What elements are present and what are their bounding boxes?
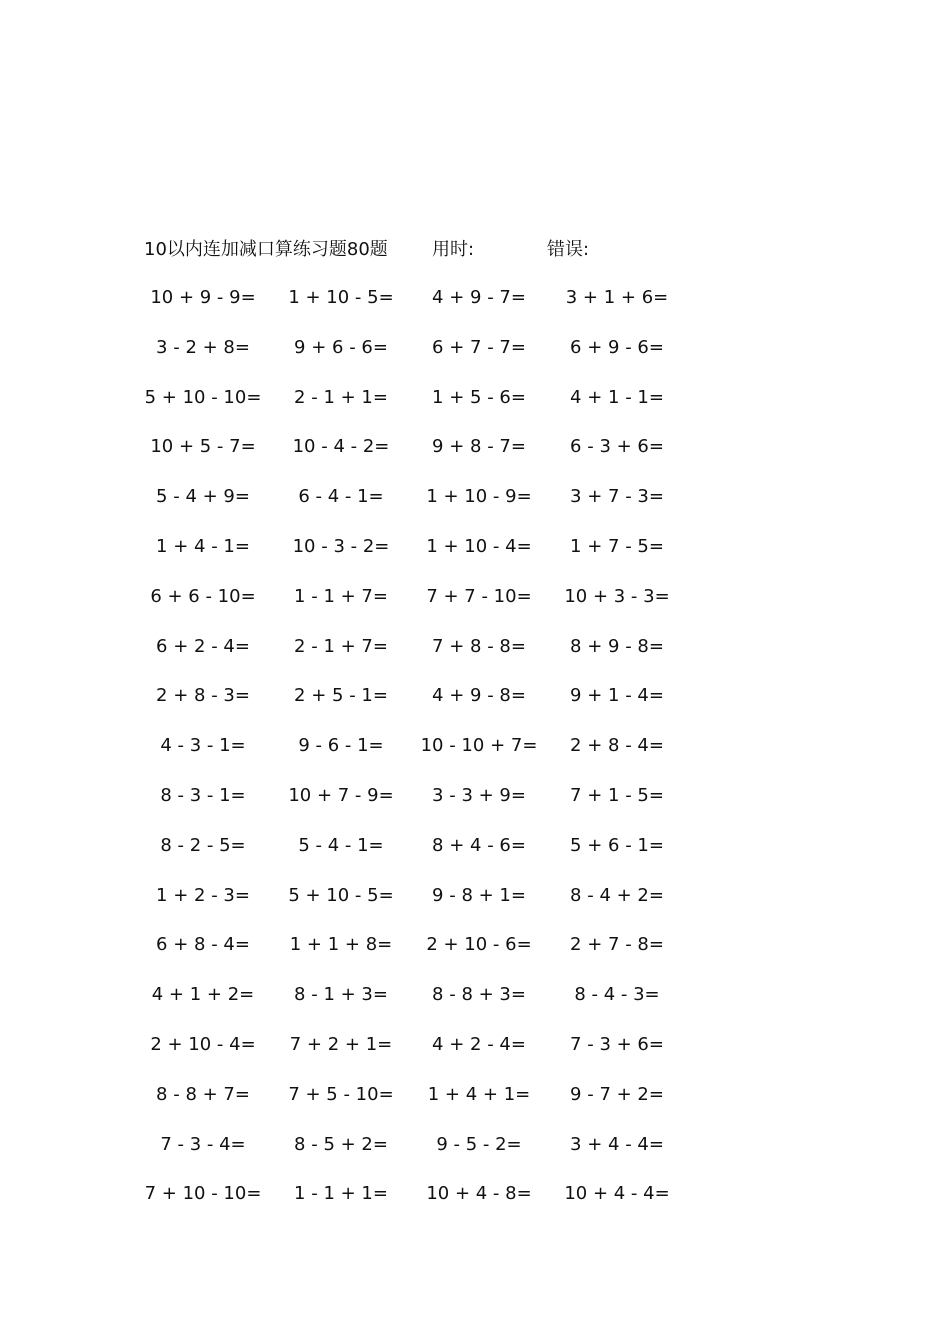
math-problem: 6 + 9 - 6= bbox=[570, 336, 664, 358]
math-problem: 6 + 7 - 7= bbox=[432, 336, 526, 358]
math-problem: 4 - 3 - 1= bbox=[160, 735, 246, 757]
math-problem: 9 + 8 - 7= bbox=[432, 436, 526, 458]
problem-row bbox=[0, 731, 950, 781]
math-problem: 9 - 5 - 2= bbox=[436, 1133, 522, 1155]
problem-row bbox=[0, 881, 950, 931]
math-problem: 1 + 10 - 9= bbox=[426, 486, 532, 508]
math-problem: 8 - 1 + 3= bbox=[294, 984, 388, 1006]
math-problem: 3 + 1 + 6= bbox=[565, 287, 669, 308]
problem-row bbox=[0, 1130, 950, 1180]
problem-row bbox=[0, 632, 950, 682]
math-problem: 2 + 7 - 8= bbox=[570, 934, 664, 956]
math-problem: 9 - 6 - 1= bbox=[298, 735, 384, 757]
math-problem: 4 + 9 - 7= bbox=[432, 287, 526, 308]
math-problem: 6 - 3 + 6= bbox=[570, 436, 664, 458]
math-problem: 1 + 2 - 3= bbox=[156, 884, 250, 906]
math-problem: 7 + 2 + 1= bbox=[289, 1033, 393, 1055]
math-problem: 10 + 7 - 9= bbox=[288, 784, 394, 806]
math-problem: 4 + 2 - 4= bbox=[432, 1033, 526, 1055]
math-problem: 3 + 4 - 4= bbox=[570, 1133, 664, 1155]
math-problem: 7 + 1 - 5= bbox=[570, 784, 664, 806]
math-problem: 10 - 4 - 2= bbox=[292, 436, 390, 458]
math-problem: 6 - 4 - 1= bbox=[298, 486, 384, 508]
math-problem: 4 + 1 - 1= bbox=[570, 386, 664, 408]
math-problem: 2 + 10 - 4= bbox=[150, 1033, 256, 1055]
math-problem: 9 + 6 - 6= bbox=[294, 336, 388, 358]
math-problem: 1 + 10 - 4= bbox=[426, 535, 532, 557]
math-problem: 8 - 5 + 2= bbox=[294, 1133, 388, 1155]
problem-row bbox=[0, 980, 950, 1030]
math-problem: 8 - 8 + 3= bbox=[432, 984, 526, 1006]
problem-row bbox=[0, 333, 950, 383]
problem-row bbox=[0, 1179, 950, 1229]
math-problem: 7 - 3 + 6= bbox=[570, 1033, 664, 1055]
math-problem: 10 + 4 - 8= bbox=[426, 1183, 532, 1205]
math-problem: 8 + 9 - 8= bbox=[570, 635, 664, 657]
math-problem: 7 + 10 - 10= bbox=[144, 1183, 262, 1205]
errors-label: 错误: bbox=[547, 239, 590, 260]
math-problem: 1 + 1 + 8= bbox=[289, 934, 393, 956]
math-problem: 8 + 4 - 6= bbox=[432, 834, 526, 856]
math-problem: 1 + 4 - 1= bbox=[156, 535, 250, 557]
math-problem: 5 - 4 + 9= bbox=[156, 486, 250, 508]
problem-row bbox=[0, 383, 950, 433]
math-problem: 10 - 3 - 2= bbox=[292, 535, 390, 557]
math-problem: 2 - 1 + 1= bbox=[294, 386, 388, 408]
math-problem: 8 - 2 - 5= bbox=[160, 834, 246, 856]
problem-row bbox=[0, 1030, 950, 1080]
math-problem: 5 + 6 - 1= bbox=[570, 834, 664, 856]
math-problem: 2 + 8 - 4= bbox=[570, 735, 664, 757]
problem-row bbox=[0, 831, 950, 881]
math-problem: 6 + 2 - 4= bbox=[156, 635, 250, 657]
math-problem: 2 + 5 - 1= bbox=[294, 685, 388, 707]
problem-row bbox=[0, 781, 950, 831]
math-problem: 10 + 5 - 7= bbox=[150, 436, 256, 458]
math-problem: 2 + 10 - 6= bbox=[426, 934, 532, 956]
worksheet-title: 10以内连加减口算练习题80题 bbox=[144, 239, 388, 260]
math-problem: 8 - 4 + 2= bbox=[570, 884, 664, 906]
math-problem: 5 + 10 - 10= bbox=[144, 386, 262, 408]
time-used-label: 用时: bbox=[432, 239, 475, 260]
math-problem: 5 + 10 - 5= bbox=[288, 884, 394, 906]
math-problem: 1 + 7 - 5= bbox=[570, 535, 664, 557]
math-problem: 7 + 8 - 8= bbox=[432, 635, 526, 657]
problem-row bbox=[0, 532, 950, 582]
math-problem: 3 - 2 + 8= bbox=[156, 336, 250, 358]
math-problem: 10 + 3 - 3= bbox=[564, 585, 670, 607]
problem-row bbox=[0, 432, 950, 482]
problem-row bbox=[0, 582, 950, 632]
math-problem: 1 + 4 + 1= bbox=[427, 1083, 531, 1105]
math-problem: 4 + 1 + 2= bbox=[151, 984, 255, 1006]
math-problem: 3 + 7 - 3= bbox=[570, 486, 664, 508]
math-problem: 6 + 6 - 10= bbox=[150, 585, 256, 607]
math-problem: 8 - 8 + 7= bbox=[156, 1083, 250, 1105]
math-problem: 1 - 1 + 1= bbox=[294, 1183, 388, 1205]
problem-grid bbox=[0, 283, 950, 1229]
math-problem: 6 + 8 - 4= bbox=[156, 934, 250, 956]
math-problem: 5 - 4 - 1= bbox=[298, 834, 384, 856]
math-problem: 7 + 5 - 10= bbox=[288, 1083, 394, 1105]
math-problem: 7 + 7 - 10= bbox=[426, 585, 532, 607]
math-problem: 1 + 10 - 5= bbox=[288, 287, 394, 308]
problem-row bbox=[0, 283, 950, 333]
math-problem: 10 + 9 - 9= bbox=[150, 287, 256, 308]
math-problem: 8 - 4 - 3= bbox=[574, 984, 660, 1006]
math-problem: 2 + 8 - 3= bbox=[156, 685, 250, 707]
math-problem: 9 + 1 - 4= bbox=[570, 685, 664, 707]
math-problem: 2 - 1 + 7= bbox=[294, 635, 388, 657]
problem-row bbox=[0, 1080, 950, 1130]
math-problem: 7 - 3 - 4= bbox=[160, 1133, 246, 1155]
problem-row bbox=[0, 681, 950, 731]
problem-row bbox=[0, 482, 950, 532]
math-problem: 1 + 5 - 6= bbox=[432, 386, 526, 408]
math-problem: 10 - 10 + 7= bbox=[420, 735, 538, 757]
math-problem: 8 - 3 - 1= bbox=[160, 784, 246, 806]
problem-row bbox=[0, 930, 950, 980]
math-problem: 4 + 9 - 8= bbox=[432, 685, 526, 707]
math-problem: 1 - 1 + 7= bbox=[294, 585, 388, 607]
math-problem: 3 - 3 + 9= bbox=[432, 784, 526, 806]
math-problem: 9 - 7 + 2= bbox=[570, 1083, 664, 1105]
math-problem: 9 - 8 + 1= bbox=[432, 884, 526, 906]
math-problem: 10 + 4 - 4= bbox=[564, 1183, 670, 1205]
